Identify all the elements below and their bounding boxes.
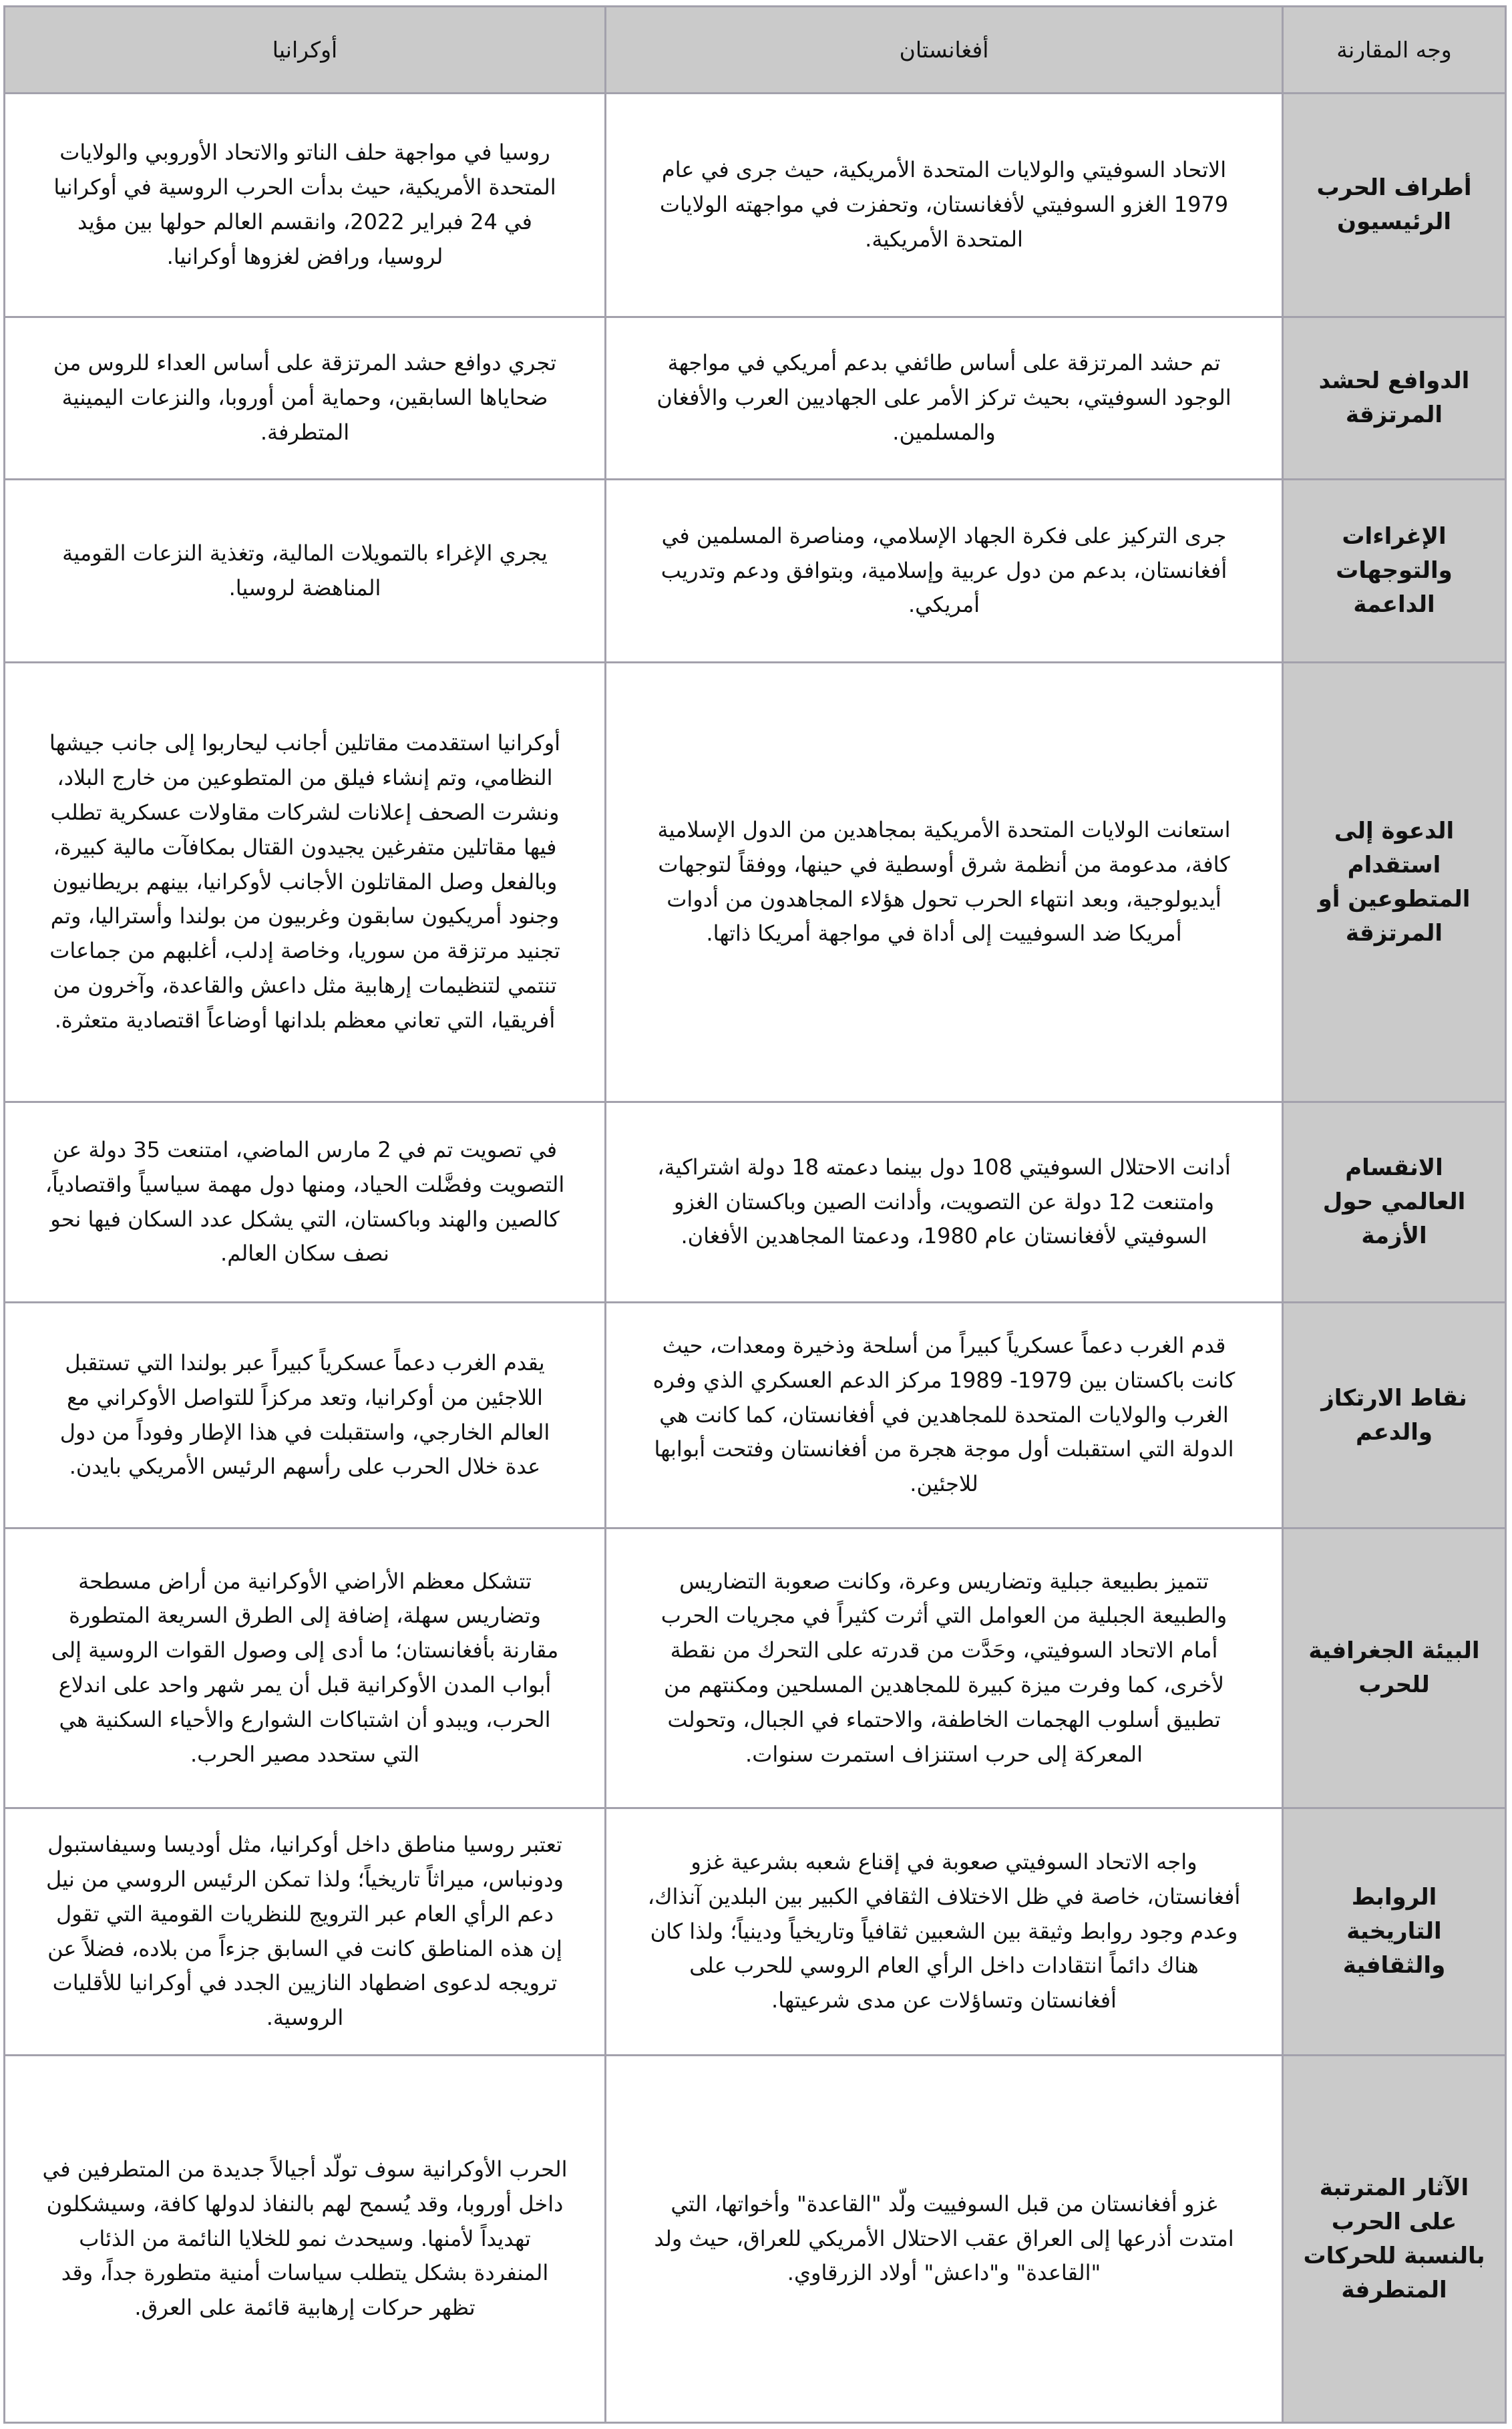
ukraine-cell: يجري الإغراء بالتمويلات المالية، وتغذية النزعات القومية المناهضة لروسيا. [5, 480, 606, 663]
table-row-extremism-effects [5, 2056, 1506, 2423]
table-row-support-hubs [5, 1303, 1506, 1528]
aspect-label: البيئة الجغرافية للحرب [1283, 1528, 1506, 1808]
header-ukraine: أوكرانيا [5, 7, 606, 94]
ukraine-cell: في تصويت تم في 2 مارس الماضي، امتنعت 35 دولة عن التصويت وفضَّلت الحياد، ومنها دول مهمة سياسياً واقتصادياً، كالصين والهند وباكستان، التي يشكل عدد السكان فيها نحو نصف سكان العالم. [5, 1102, 606, 1303]
header-afghanistan: أفغانستان [606, 7, 1283, 94]
aspect-label: نقاط الارتكاز والدعم [1283, 1303, 1506, 1528]
table-row-geography [5, 1528, 1506, 1808]
table-row-global-division [5, 1102, 1506, 1303]
ukraine-cell: أوكرانيا استقدمت مقاتلين أجانب ليحاربوا إلى جانب جيشها النظامي، وتم إنشاء فيلق من المتطوعين من خارج البلاد، ونشرت الصحف إعلانات لشركات مقاولات عسكرية تطلب فيها مقاتلين متفرغين يجيدون القتال بمكافآت مالية كبيرة، وبالفعل وصل المقاتلون الأجانب لأوكرانيا، بينهم بريطانيون وجنود أمريكيون سابقون وغربيون من بولندا وأستراليا، وتم تجنيد مرتزقة من سوريا، وخاصة إدلب، أغلبهم من جماعات تنتمي لتنظيمات إرهابية مثل داعش والقاعدة، وآخرون من أفريقيا، التي تعاني معظم بلدانها أوضاعاً اقتصادية متعثرة. [5, 663, 606, 1102]
afghanistan-cell: تتميز بطبيعة جبلية وتضاريس وعرة، وكانت صعوبة التضاريس والطبيعة الجبلية من العوامل التي أثرت كثيراً في مجريات الحرب أمام الاتحاد السوفيتي، وحَدَّت من قدرته على التحرك من نقطة لأخرى، كما وفرت ميزة كبيرة للمجاهدين المسلحين ومكنتهم من تطبيق أسلوب الهجمات الخاطفة، والاحتماء في الجبال، وتحولت المعركة إلى حرب استنزاف استمرت سنوات. [606, 1528, 1283, 1808]
table-row-volunteer-recruitment [5, 663, 1506, 1102]
aspect-label: الروابط التاريخية والثقافية [1283, 1808, 1506, 2056]
aspect-label: الانقسام العالمي حول الأزمة [1283, 1102, 1506, 1303]
afghanistan-cell: واجه الاتحاد السوفيتي صعوبة في إقناع شعبه بشرعية غزو أفغانستان، خاصة في ظل الاختلاف الثقافي الكبير بين البلدين آنذاك، وعدم وجود روابط وثيقة بين الشعبين ثقافياً وتاريخياً ودينياً؛ ولذا كان هناك دائماً انتقادات داخل الرأي العام الروسي للحرب على أفغانستان وتساؤلات عن مدى شرعيتها. [606, 1808, 1283, 2056]
ukraine-cell: يقدم الغرب دعماً عسكرياً كبيراً عبر بولندا التي تستقبل اللاجئين من أوكرانيا، وتعد مركزاً للتواصل الأوكراني مع العالم الخارجي، واستقبلت في هذا الإطار وفوداً من دول عدة خلال الحرب على رأسهم الرئيس الأمريكي بايدن. [5, 1303, 606, 1528]
aspect-label: الدعوة إلى استقدام المتطوعين أو المرتزقة [1283, 663, 1506, 1102]
afghanistan-cell: أدانت الاحتلال السوفيتي 108 دول بينما دعمته 18 دولة اشتراكية، وامتنعت 12 دولة عن التصويت، وأدانت الصين وباكستان الغزو السوفيتي لأفغانستان عام 1980، ودعمتا المجاهدين الأفغان. [606, 1102, 1283, 1303]
aspect-label: الدوافع لحشد المرتزقة [1283, 317, 1506, 480]
table-row-mercenary-motives [5, 317, 1506, 480]
aspect-label: أطراف الحرب الرئيسيون [1283, 94, 1506, 317]
aspect-label: الآثار المترتبة على الحرب بالنسبة للحركات المتطرفة [1283, 2056, 1506, 2423]
afghanistan-cell: تم حشد المرتزقة على أساس طائفي بدعم أمريكي في مواجهة الوجود السوفيتي، بحيث تركز الأمر على الجهاديين العرب والأفغان والمسلمين. [606, 317, 1283, 480]
comparison-table [3, 5, 1507, 2424]
afghanistan-cell: غزو أفغانستان من قبل السوفييت ولّد "القاعدة" وأخواتها، التي امتدت أذرعها إلى العراق عقب الاحتلال الأمريكي للعراق، حيث ولد "القاعدة" و"داعش" أولاد الزرقاوي. [606, 2056, 1283, 2423]
ukraine-cell: تجري دوافع حشد المرتزقة على أساس العداء للروس من ضحاياها السابقين، وحماية أمن أوروبا، والنزعات اليمينية المتطرفة. [5, 317, 606, 480]
ukraine-cell: الحرب الأوكرانية سوف تولّد أجيالاً جديدة من المتطرفين في داخل أوروبا، وقد يُسمح لهم بالنفاذ لدولها كافة، وسيشكلون تهديداً لأمنها. وسيحدث نمو للخلايا النائمة من الذئاب المنفردة بشكل يتطلب سياسات أمنية متطورة جداً، وقد تظهر حركات إرهابية قائمة على العرق. [5, 2056, 606, 2423]
ukraine-cell: روسيا في مواجهة حلف الناتو والاتحاد الأوروبي والولايات المتحدة الأمريكية، حيث بدأت الحرب الروسية في أوكرانيا في 24 فبراير 2022، وانقسم العالم حولها بين مؤيد لروسيا، ورافض لغزوها أوكرانيا. [5, 94, 606, 317]
table-row-incentives [5, 480, 1506, 663]
header-aspect: وجه المقارنة [1283, 7, 1506, 94]
ukraine-cell: تعتبر روسيا مناطق داخل أوكرانيا، مثل أوديسا وسيفاستبول ودونباس، ميراثاً تاريخياً؛ ولذا تمكن الرئيس الروسي من نيل دعم الرأي العام عبر الترويج للنظريات القومية التي تقول إن هذه المناطق كانت في السابق جزءاً من بلاده، فضلاً عن ترويجه لدعوى اضطهاد النازيين الجدد في أوكرانيا للأقليات الروسية. [5, 1808, 606, 2056]
afghanistan-cell: جرى التركيز على فكرة الجهاد الإسلامي، ومناصرة المسلمين في أفغانستان، بدعم من دول عربية وإسلامية، وبتوافق ودعم وتدريب أمريكي. [606, 480, 1283, 663]
ukraine-cell: تتشكل معظم الأراضي الأوكرانية من أراض مسطحة وتضاريس سهلة، إضافة إلى الطرق السريعة المتطورة مقارنة بأفغانستان؛ ما أدى إلى وصول القوات الروسية إلى أبواب المدن الأوكرانية قبل أن يمر شهر واحد على اندلاع الحرب، ويبدو أن اشتباكات الشوارع والأحياء السكنية هي التي ستحدد مصير الحرب. [5, 1528, 606, 1808]
afghanistan-cell: قدم الغرب دعماً عسكرياً كبيراً من أسلحة وذخيرة ومعدات، حيث كانت باكستان بين 1979- 1989 مركز الدعم العسكري الذي وفره الغرب والولايات المتحدة للمجاهدين في أفغانستان، كما كانت هي الدولة التي استقبلت أول موجة هجرة من أفغانستان وفتحت أبوابها للاجئين. [606, 1303, 1283, 1528]
table-row-war-parties [5, 94, 1506, 317]
afghanistan-cell: الاتحاد السوفيتي والولايات المتحدة الأمريكية، حيث جرى في عام 1979 الغزو السوفيتي لأفغانستان، وتحفزت في مواجهته الولايات المتحدة الأمريكية. [606, 94, 1283, 317]
aspect-label: الإغراءات والتوجهات الداعمة [1283, 480, 1506, 663]
header-row [5, 7, 1506, 94]
afghanistan-cell: استعانت الولايات المتحدة الأمريكية بمجاهدين من الدول الإسلامية كافة، مدعومة من أنظمة شرق أوسطية في حينها، ووفقاً لتوجهات أيديولوجية، وبعد انتهاء الحرب تحول هؤلاء المجاهدون من أدوات أمريكا ضد السوفييت إلى أداة في مواجهة أمريكا ذاتها. [606, 663, 1283, 1102]
table-row-historic-cultural-ties [5, 1808, 1506, 2056]
